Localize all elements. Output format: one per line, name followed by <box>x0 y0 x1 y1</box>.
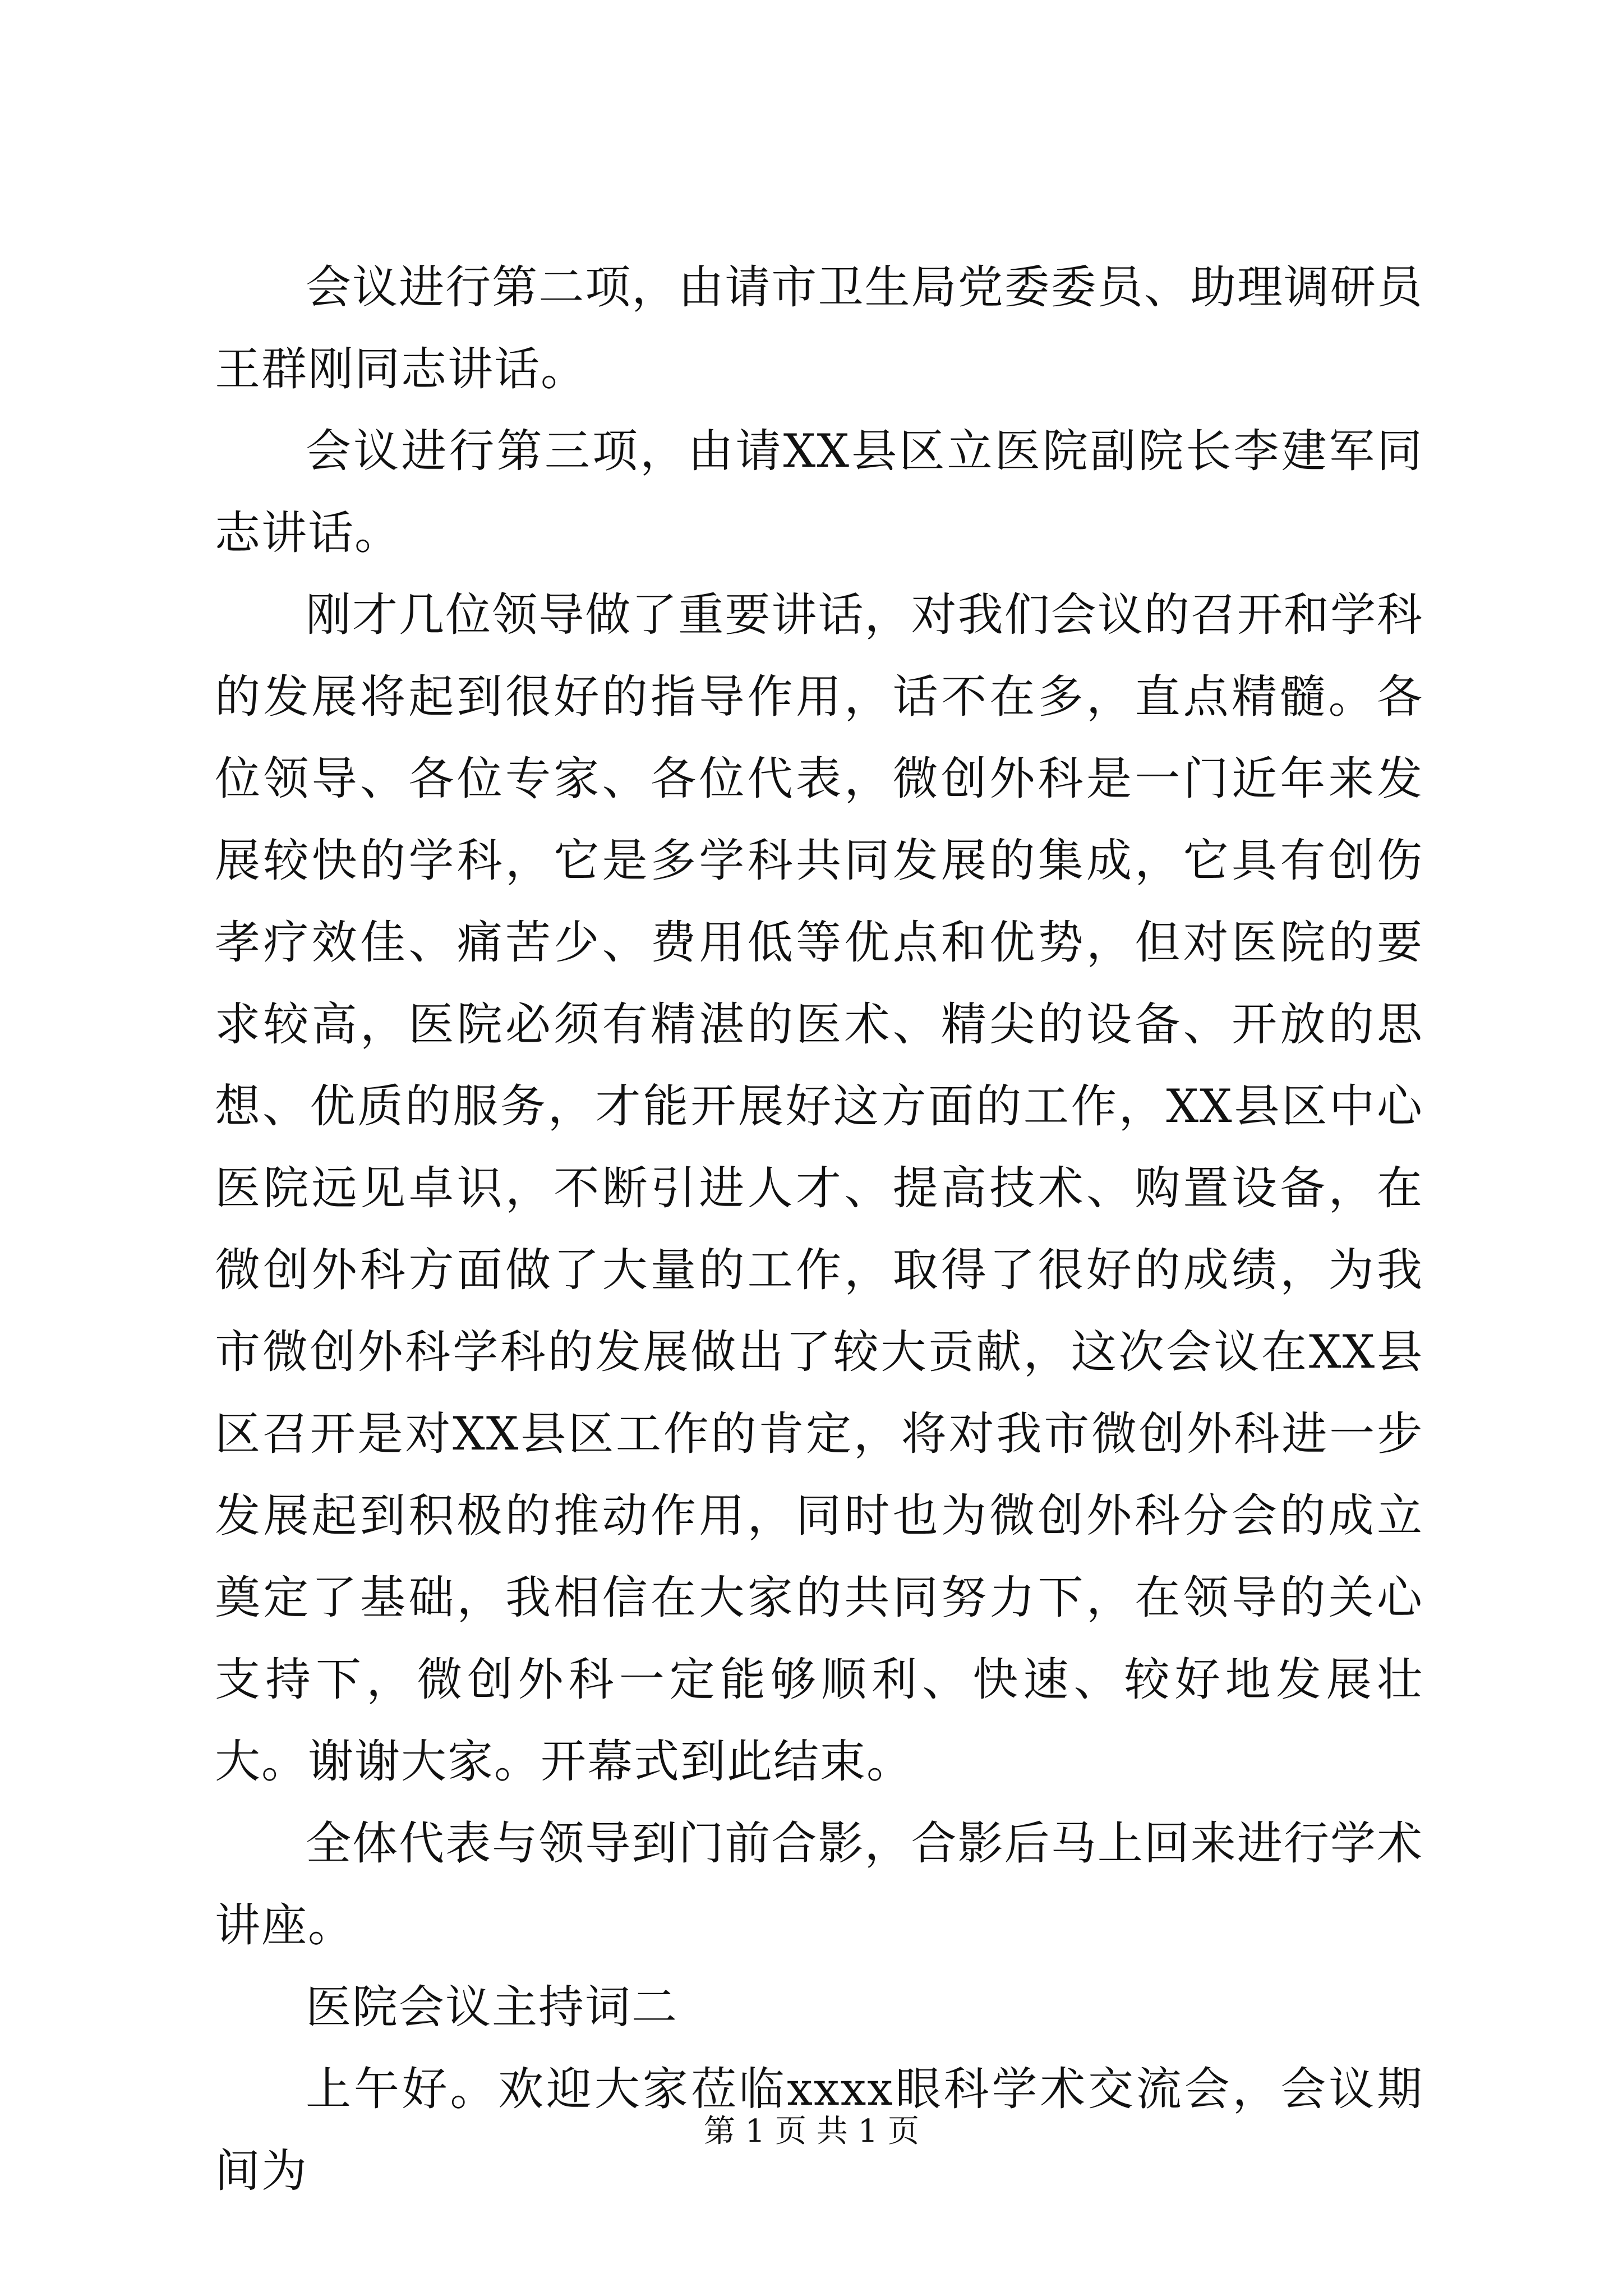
paragraph-closing-remarks: 刚才几位领导做了重要讲话，对我们会议的召开和学科的发展将起到很好的指导作用，话不在多，直点精髓。各位领导、各位专家、各位代表，微创外科是一门近年来发展较快的学科，它是多学科共同发展的集成，它具有创伤孝疗效佳、痛苦少、费用低等优点和优势，但对医院的要求较高，医院必须有精湛的医术、精尖的设备、开放的思想、优质的服务，才能开展好这方面的工作，XX县区中心医院远见卓识，不断引进人才、提高技术、购置设备，在微创外科方面做了大量的工作，取得了很好的成绩，为我市微创外科学科的发展做出了较大贡献，这次会议在XX县区召开是对XX县区工作的肯定，将对我市微创外科进一步发展起到积极的推动作用，同时也为微创外科分会的成立奠定了基础，我相信在大家的共同努力下，在领导的关心支持下，微创外科一定能够顺利、快速、较好地发展壮大。谢谢大家。开幕式到此结束。 <box>215 589 1423 1788</box>
paragraph-agenda-item-2: 会议进行第二项，由请市卫生局党委委员、助理调研员王群刚同志讲话。 <box>215 261 1423 396</box>
paragraph-welcome: 上午好。欢迎大家莅临xxxx眼科学术交流会，会议期间为 <box>215 2063 1423 2198</box>
paragraph-group-photo: 全体代表与领导到门前合影，合影后马上回来进行学术讲座。 <box>215 1818 1423 1952</box>
page-number-footer: 第 1 页 共 1 页 <box>703 2113 920 2150</box>
paragraph-agenda-item-3: 会议进行第三项，由请XX县区立医院副院长李建军同志讲话。 <box>215 425 1423 560</box>
document-body <box>215 247 1423 2212</box>
section-heading: 医院会议主持词二 <box>306 1981 679 2034</box>
